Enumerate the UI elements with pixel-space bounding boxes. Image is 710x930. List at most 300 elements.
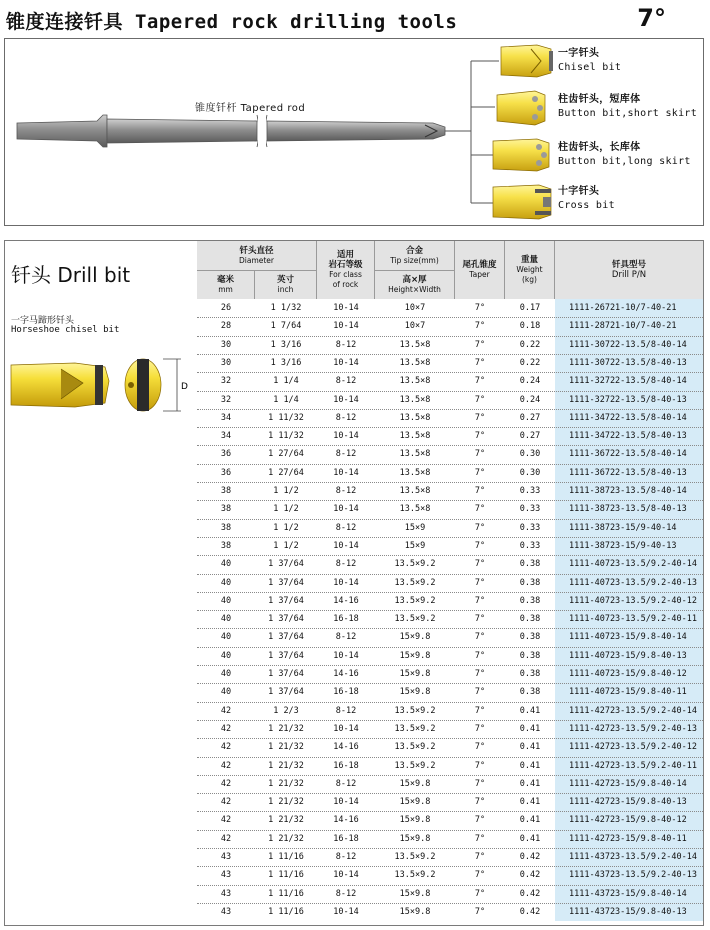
table-row	[197, 903, 703, 921]
cell-weight: 0.42	[519, 870, 541, 881]
cell-pn: 1111-32722-13.5/8-40-13	[555, 391, 703, 409]
row-divider	[197, 683, 703, 684]
cell-mm: 40	[220, 669, 232, 679]
table-row	[197, 610, 703, 628]
table-row	[197, 757, 703, 775]
cell-inch: 1 11/16	[268, 906, 304, 917]
cell-pn: 1111-42723-15/9.8-40-12	[555, 811, 703, 829]
cell-rock: 8-12	[335, 522, 357, 533]
cell-weight: 0.27	[519, 431, 541, 442]
bit-label-chisel: 一字钎头 Chisel bit	[558, 48, 622, 73]
table-row	[197, 519, 703, 537]
cell-mm: 40	[220, 632, 232, 643]
cell-mm: 38	[220, 522, 232, 533]
cell-pn: 1111-34722-13.5/8-40-14	[555, 409, 703, 427]
table-row	[197, 720, 703, 738]
cell-tip: 15×9.8	[399, 833, 431, 844]
cell-inch: 1 3/16	[270, 357, 302, 368]
cell-rock: 16-18	[333, 760, 359, 771]
row-divider	[197, 445, 703, 446]
cell-mm: 36	[220, 467, 232, 478]
cell-tip: 13.5×9.2	[394, 595, 436, 606]
cell-pn: 1111-30722-13.5/8-40-14	[555, 336, 703, 354]
cell-pn: 1111-40723-15/9.8-40-13	[555, 647, 703, 665]
cell-rock: 10-14	[333, 357, 359, 368]
cell-rock: 8-12	[335, 486, 357, 496]
cell-rock: 10-14	[333, 723, 359, 734]
cell-mm: 40	[220, 559, 232, 570]
cell-tip: 13.5×8	[399, 412, 431, 423]
cell-taper: 7°	[474, 760, 486, 771]
cell-rock: 10-14	[333, 577, 359, 588]
cell-rock: 10-14	[333, 321, 359, 332]
cell-tip: 13.5×9.2	[394, 577, 436, 588]
cell-rock: 8-12	[335, 376, 357, 387]
row-divider	[197, 482, 703, 483]
cell-rock: 10-14	[333, 431, 359, 442]
cell-taper: 7°	[474, 559, 486, 570]
col-rock-header: 适用 岩石等级 For class of rock	[317, 241, 375, 299]
cell-rock: 10-14	[333, 870, 359, 881]
cell-taper: 7°	[474, 412, 486, 423]
cell-taper: 7°	[474, 888, 486, 899]
cell-rock: 8-12	[335, 632, 357, 643]
cell-taper: 7°	[474, 595, 486, 606]
cell-taper: 7°	[474, 742, 486, 753]
cell-weight: 0.38	[519, 650, 541, 661]
cell-mm: 42	[220, 815, 232, 826]
row-divider	[197, 811, 703, 812]
cell-rock: 14-16	[333, 742, 359, 753]
row-divider	[197, 592, 703, 593]
cell-tip: 15×9.8	[399, 632, 431, 643]
cell-pn: 1111-40723-15/9.8-40-12	[555, 665, 703, 683]
cell-taper: 7°	[474, 449, 486, 460]
cell-mm: 42	[220, 705, 232, 716]
taper-angle: 7°	[637, 4, 666, 32]
cell-rock: 14-16	[333, 669, 359, 679]
cell-weight: 0.24	[519, 376, 541, 387]
row-divider	[197, 647, 703, 648]
cell-inch: 1 37/64	[268, 669, 304, 679]
table-row	[197, 702, 703, 720]
cell-tip: 15×9.8	[399, 650, 431, 661]
dimension-d-label: D	[181, 382, 188, 392]
cell-tip: 13.5×9.2	[394, 723, 436, 734]
cell-tip: 15×9.8	[399, 687, 431, 698]
table-row	[197, 866, 703, 884]
cell-taper: 7°	[474, 833, 486, 844]
cell-weight: 0.42	[519, 888, 541, 899]
cell-mm: 26	[220, 303, 232, 313]
table-row	[197, 555, 703, 573]
cell-tip: 13.5×8	[399, 357, 431, 368]
cell-taper: 7°	[474, 870, 486, 881]
table-row	[197, 628, 703, 646]
cell-mm: 43	[220, 888, 232, 899]
cell-weight: 0.42	[519, 852, 541, 862]
table-row	[197, 665, 703, 683]
cell-rock: 10-14	[333, 906, 359, 917]
col-tip-header: 合金 Tip size(mm)	[375, 241, 455, 271]
cell-inch: 1 21/32	[268, 760, 304, 771]
row-divider	[197, 793, 703, 794]
cell-tip: 13.5×9.2	[394, 870, 436, 881]
cell-tip: 13.5×8	[399, 431, 431, 442]
cell-taper: 7°	[474, 705, 486, 716]
table-row	[197, 372, 703, 390]
cell-pn: 1111-32722-13.5/8-40-14	[555, 372, 703, 390]
table-row	[197, 391, 703, 409]
cell-taper: 7°	[474, 687, 486, 698]
cell-pn: 1111-43723-15/9.8-40-13	[555, 903, 703, 921]
cell-taper: 7°	[474, 486, 486, 496]
row-divider	[197, 574, 703, 575]
cell-inch: 1 11/32	[268, 412, 304, 423]
cell-weight: 0.41	[519, 760, 541, 771]
cell-rock: 14-16	[333, 815, 359, 826]
cell-mm: 40	[220, 614, 232, 625]
cell-taper: 7°	[474, 376, 486, 387]
table-row	[197, 299, 703, 317]
tool-diagram	[4, 38, 704, 226]
cell-mm: 43	[220, 906, 232, 917]
cell-inch: 1 21/32	[268, 723, 304, 734]
row-divider	[197, 720, 703, 721]
row-divider	[197, 885, 703, 886]
cell-taper: 7°	[474, 321, 486, 332]
cell-weight: 0.41	[519, 797, 541, 808]
cross-bit-image	[493, 185, 551, 219]
cell-rock: 16-18	[333, 614, 359, 625]
cell-taper: 7°	[474, 577, 486, 588]
cell-tip: 13.5×8	[399, 449, 431, 460]
table-row	[197, 683, 703, 701]
row-divider	[197, 519, 703, 520]
cell-inch: 1 37/64	[268, 595, 304, 606]
col-tip-sub-header: 高×厚 Height×Width	[375, 271, 455, 299]
cell-weight: 0.33	[519, 486, 541, 496]
bit-label-button-short: 柱齿钎头，短库体 Button bit,short skirt	[558, 94, 698, 119]
cell-taper: 7°	[474, 467, 486, 478]
row-divider	[197, 537, 703, 538]
horseshoe-bit-illustration	[5, 353, 195, 421]
cell-weight: 0.38	[519, 595, 541, 606]
page-title: 锥度连接钎具 Tapered rock drilling tools	[6, 11, 458, 33]
cell-weight: 0.41	[519, 778, 541, 789]
cell-pn: 1111-40723-13.5/9.2-40-12	[555, 592, 703, 610]
cell-tip: 13.5×9.2	[394, 742, 436, 753]
table-row	[197, 830, 703, 848]
cell-pn: 1111-36722-13.5/8-40-13	[555, 464, 703, 482]
cell-rock: 10-14	[333, 394, 359, 405]
table-row	[197, 574, 703, 592]
cell-inch: 1 11/16	[268, 852, 304, 862]
row-divider	[197, 610, 703, 611]
cell-taper: 7°	[474, 815, 486, 826]
cell-weight: 0.38	[519, 614, 541, 625]
col-inch-header: 英寸 inch	[255, 271, 317, 299]
cell-pn: 1111-28721-10/7-40-21	[555, 317, 703, 335]
bit-type-cn: 一字马蹄形钎头	[11, 316, 75, 326]
cell-inch: 1 7/64	[270, 321, 302, 332]
cell-pn: 1111-42723-13.5/9.2-40-12	[555, 738, 703, 756]
cell-tip: 13.5×8	[399, 504, 431, 515]
cell-taper: 7°	[474, 778, 486, 789]
cell-pn: 1111-42723-13.5/9.2-40-11	[555, 757, 703, 775]
cell-rock: 8-12	[335, 339, 357, 350]
cell-pn: 1111-42723-15/9.8-40-13	[555, 793, 703, 811]
cell-mm: 38	[220, 504, 232, 515]
cell-rock: 10-14	[333, 303, 359, 313]
row-divider	[197, 775, 703, 776]
cell-weight: 0.41	[519, 723, 541, 734]
cell-inch: 1 21/32	[268, 815, 304, 826]
cell-rock: 10-14	[333, 504, 359, 515]
cell-mm: 42	[220, 833, 232, 844]
cell-tip: 15×9.8	[399, 815, 431, 826]
cell-tip: 13.5×8	[399, 467, 431, 478]
cell-weight: 0.18	[519, 321, 541, 332]
cell-inch: 1 37/64	[268, 632, 304, 643]
cell-inch: 1 1/2	[273, 540, 299, 551]
cell-pn: 1111-40723-15/9.8-40-11	[555, 683, 703, 701]
button-bit-short-image	[497, 91, 545, 125]
cell-mm: 30	[220, 339, 232, 350]
table-row	[197, 445, 703, 463]
bit-label-button-long: 柱齿钎头，长库体 Button bit,long skirt	[558, 142, 691, 167]
cell-inch: 1 1/32	[270, 303, 302, 313]
chisel-bit-image	[501, 45, 553, 77]
cell-inch: 1 21/32	[268, 742, 304, 753]
drill-bit-table	[4, 240, 704, 926]
cell-rock: 8-12	[335, 778, 357, 789]
cell-weight: 0.24	[519, 394, 541, 405]
cell-tip: 15×9	[404, 540, 426, 551]
row-divider	[197, 830, 703, 831]
cell-tip: 15×9.8	[399, 669, 431, 679]
col-taper-header: 尾孔锥度 Taper	[455, 241, 505, 299]
cell-rock: 14-16	[333, 595, 359, 606]
cell-rock: 10-14	[333, 540, 359, 551]
button-bit-long-image	[493, 139, 549, 171]
cell-weight: 0.41	[519, 742, 541, 753]
cell-inch: 1 11/32	[268, 431, 304, 442]
cell-taper: 7°	[474, 339, 486, 350]
page-header	[6, 4, 704, 34]
cell-rock: 10-14	[333, 650, 359, 661]
cell-tip: 10×7	[404, 321, 426, 332]
rod-label: 锥度钎杆 Tapered rod	[195, 103, 306, 114]
cell-rock: 16-18	[333, 687, 359, 698]
row-divider	[197, 866, 703, 867]
cell-weight: 0.22	[519, 357, 541, 368]
cell-inch: 1 21/32	[268, 833, 304, 844]
cell-rock: 8-12	[335, 852, 357, 862]
cell-rock: 16-18	[333, 833, 359, 844]
row-divider	[197, 391, 703, 392]
cell-pn: 1111-40723-15/9.8-40-14	[555, 628, 703, 646]
cell-rock: 10-14	[333, 797, 359, 808]
cell-inch: 1 37/64	[268, 614, 304, 625]
table-row	[197, 409, 703, 427]
cell-tip: 13.5×9.2	[394, 852, 436, 862]
table-row	[197, 427, 703, 445]
cell-taper: 7°	[474, 797, 486, 808]
table-title: 钎头 Drill bit	[11, 263, 131, 287]
cell-mm: 38	[220, 540, 232, 551]
cell-weight: 0.41	[519, 815, 541, 826]
table-row	[197, 482, 703, 500]
row-divider	[197, 317, 703, 318]
table-title-block	[5, 241, 197, 299]
table-row	[197, 811, 703, 829]
cell-pn: 1111-42723-15/9.8-40-11	[555, 830, 703, 848]
cell-pn: 1111-40723-13.5/9.2-40-14	[555, 555, 703, 573]
cell-tip: 13.5×8	[399, 376, 431, 387]
cell-pn: 1111-30722-13.5/8-40-13	[555, 354, 703, 372]
cell-inch: 1 1/2	[273, 504, 299, 515]
table-row	[197, 354, 703, 372]
cell-weight: 0.38	[519, 577, 541, 588]
table-row	[197, 336, 703, 354]
cell-weight: 0.33	[519, 540, 541, 551]
row-divider	[197, 500, 703, 501]
cell-weight: 0.22	[519, 339, 541, 350]
row-divider	[197, 555, 703, 556]
row-divider	[197, 336, 703, 337]
cell-inch: 1 1/4	[273, 394, 299, 405]
cell-inch: 1 37/64	[268, 577, 304, 588]
cell-pn: 1111-38723-15/9-40-13	[555, 537, 703, 555]
cell-pn: 1111-40723-13.5/9.2-40-13	[555, 574, 703, 592]
cell-tip: 15×9.8	[399, 906, 431, 917]
cell-mm: 42	[220, 742, 232, 753]
cell-taper: 7°	[474, 723, 486, 734]
cell-tip: 15×9.8	[399, 797, 431, 808]
cell-weight: 0.27	[519, 412, 541, 423]
row-divider	[197, 903, 703, 904]
table-row	[197, 464, 703, 482]
row-divider	[197, 427, 703, 428]
cell-pn: 1111-38723-13.5/8-40-13	[555, 500, 703, 518]
cell-tip: 13.5×9.2	[394, 559, 436, 570]
table-row	[197, 317, 703, 335]
cell-pn: 1111-40723-13.5/9.2-40-11	[555, 610, 703, 628]
cell-pn: 1111-43723-13.5/9.2-40-14	[555, 848, 703, 866]
cell-weight: 0.42	[519, 906, 541, 917]
cell-mm: 40	[220, 687, 232, 698]
cell-rock: 8-12	[335, 705, 357, 716]
cell-pn: 1111-38723-13.5/8-40-14	[555, 482, 703, 500]
cell-pn: 1111-42723-13.5/9.2-40-14	[555, 702, 703, 720]
cell-taper: 7°	[474, 522, 486, 533]
cell-inch: 1 27/64	[268, 467, 304, 478]
cell-inch: 1 21/32	[268, 797, 304, 808]
cell-mm: 34	[220, 412, 232, 423]
row-divider	[197, 464, 703, 465]
cell-tip: 13.5×8	[399, 394, 431, 405]
row-divider	[197, 702, 703, 703]
row-divider	[197, 848, 703, 849]
cell-inch: 1 27/64	[268, 449, 304, 460]
table-row	[197, 848, 703, 866]
cell-rock: 8-12	[335, 449, 357, 460]
cell-taper: 7°	[474, 303, 486, 313]
cell-taper: 7°	[474, 431, 486, 442]
cell-taper: 7°	[474, 852, 486, 862]
cell-tip: 13.5×9.2	[394, 760, 436, 771]
row-divider	[197, 628, 703, 629]
cell-mm: 43	[220, 870, 232, 881]
cell-inch: 1 1/2	[273, 522, 299, 533]
cell-mm: 40	[220, 577, 232, 588]
cell-weight: 0.33	[519, 522, 541, 533]
cell-pn: 1111-34722-13.5/8-40-13	[555, 427, 703, 445]
cell-tip: 15×9.8	[399, 888, 431, 899]
cell-inch: 1 1/2	[273, 486, 299, 496]
table-row	[197, 500, 703, 518]
cell-inch: 1 37/64	[268, 559, 304, 570]
cell-inch: 1 2/3	[273, 705, 299, 716]
cell-mm: 43	[220, 852, 232, 862]
row-divider	[197, 354, 703, 355]
cell-mm: 42	[220, 760, 232, 771]
table-header	[197, 241, 703, 299]
diagram-connector-lines	[445, 61, 499, 203]
cell-mm: 32	[220, 394, 232, 405]
cell-mm: 30	[220, 357, 232, 368]
cell-pn: 1111-38723-15/9-40-14	[555, 519, 703, 537]
cell-taper: 7°	[474, 614, 486, 625]
cell-weight: 0.41	[519, 833, 541, 844]
cell-mm: 32	[220, 376, 232, 387]
cell-mm: 40	[220, 595, 232, 606]
cell-weight: 0.30	[519, 449, 541, 460]
tapered-rod	[17, 115, 445, 147]
table-row	[197, 647, 703, 665]
cell-pn: 1111-36722-13.5/8-40-14	[555, 445, 703, 463]
cell-tip: 13.5×9.2	[394, 705, 436, 716]
table-row	[197, 793, 703, 811]
cell-taper: 7°	[474, 669, 486, 679]
row-divider	[197, 738, 703, 739]
col-pn-header: 钎具型号 Drill P/N	[611, 260, 647, 280]
col-mm-header: 毫米 mm	[197, 271, 255, 299]
cell-mm: 42	[220, 778, 232, 789]
cell-mm: 36	[220, 449, 232, 460]
row-divider	[197, 372, 703, 373]
cell-mm: 40	[220, 650, 232, 661]
cell-weight: 0.38	[519, 559, 541, 570]
row-divider	[197, 409, 703, 410]
row-divider	[197, 665, 703, 666]
cell-taper: 7°	[474, 394, 486, 405]
cell-weight: 0.17	[519, 303, 541, 313]
cell-tip: 13.5×9.2	[394, 614, 436, 625]
col-diameter-header: 钎头直径 Diameter	[197, 241, 317, 271]
table-row	[197, 738, 703, 756]
cell-pn: 1111-42723-15/9.8-40-14	[555, 775, 703, 793]
bit-label-cross: 十字钎头 Cross bit	[558, 186, 615, 211]
cell-weight: 0.38	[519, 669, 541, 679]
cell-rock: 8-12	[335, 559, 357, 570]
cell-inch: 1 11/16	[268, 888, 304, 899]
cell-mm: 28	[220, 321, 232, 332]
cell-pn: 1111-26721-10/7-40-21	[555, 299, 703, 317]
cell-weight: 0.33	[519, 504, 541, 515]
cell-inch: 1 11/16	[268, 870, 304, 881]
